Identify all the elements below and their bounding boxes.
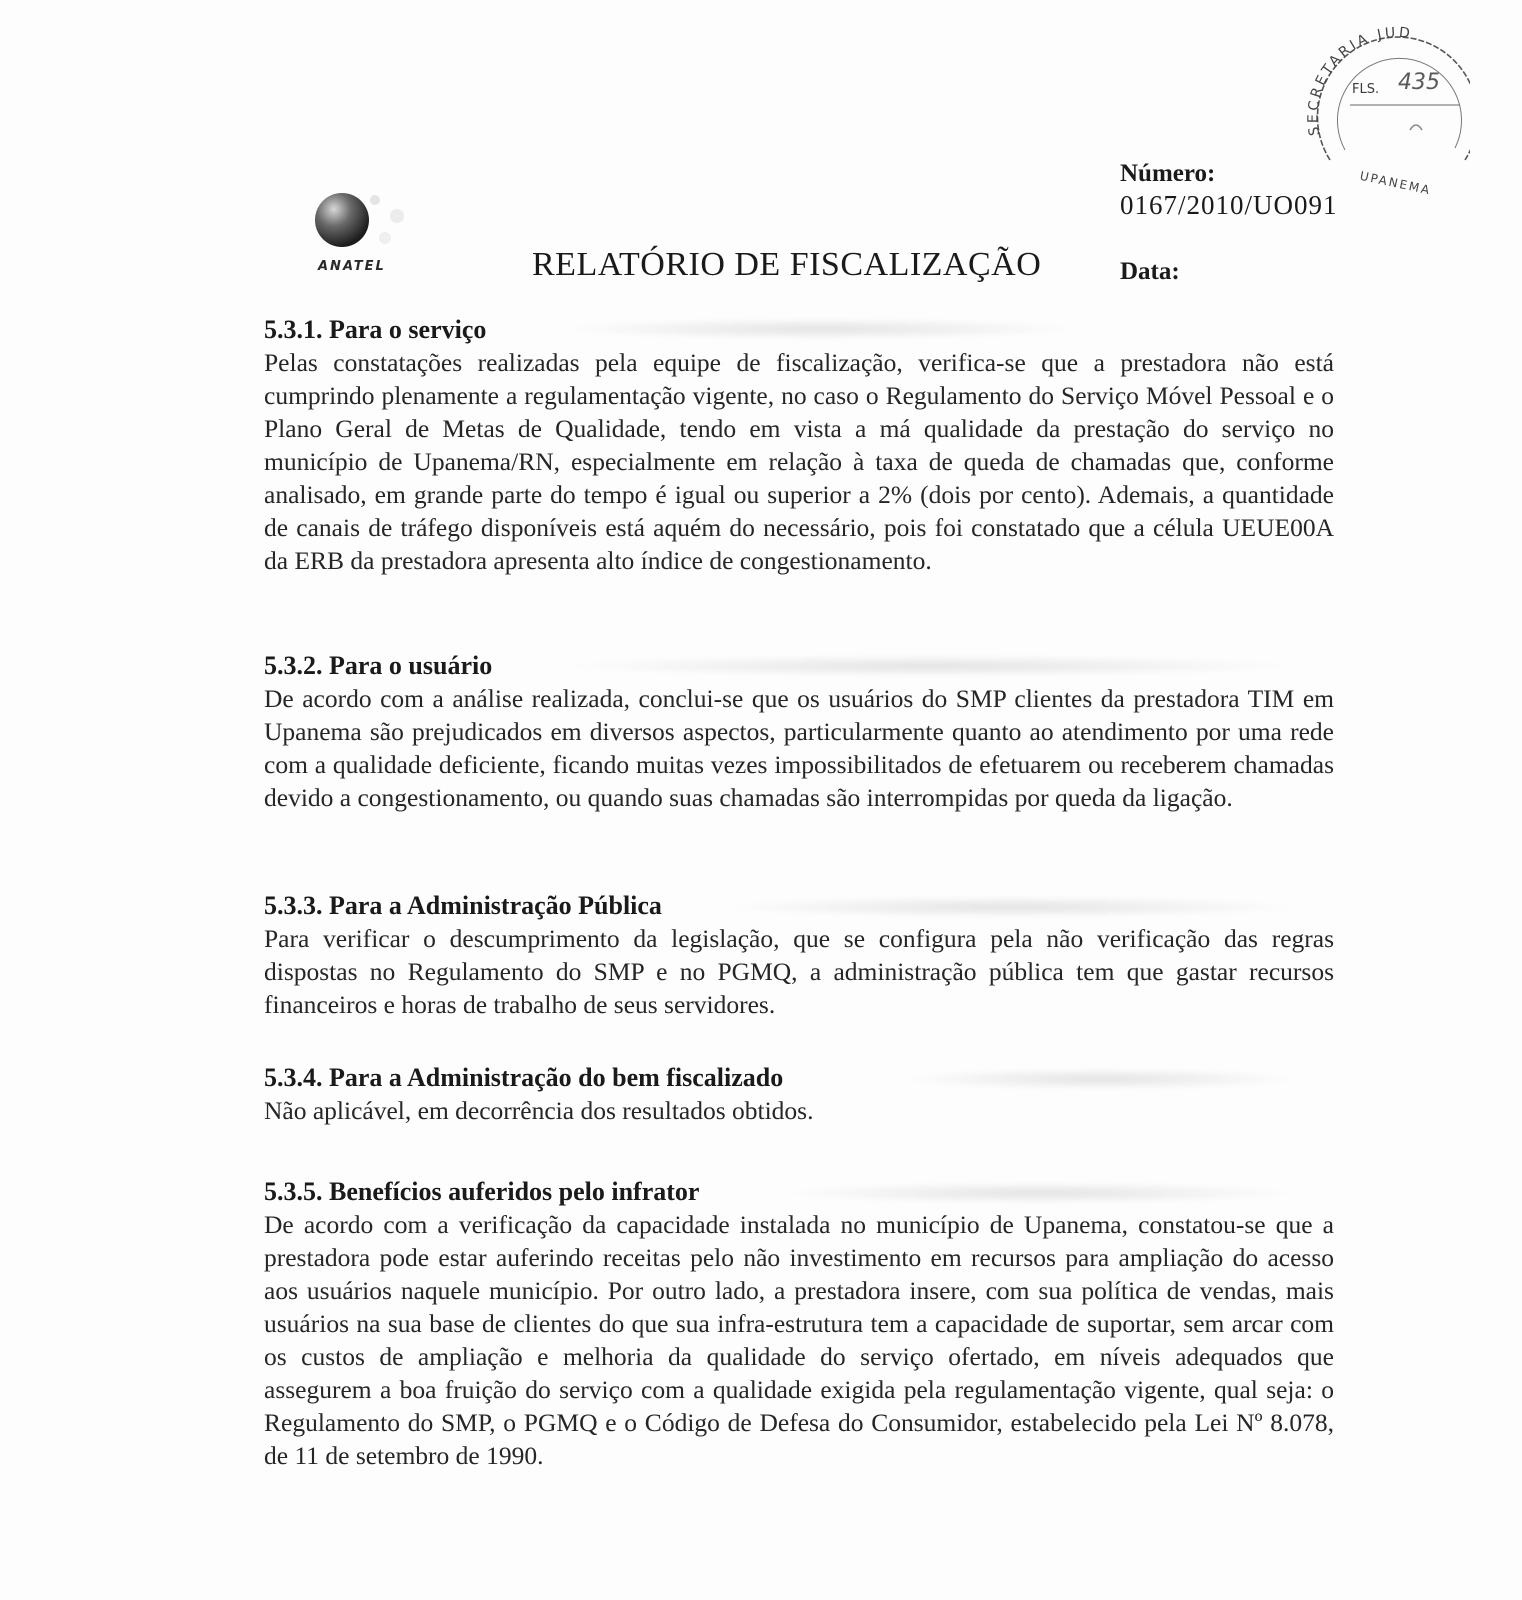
- section-heading: 5.3.2. Para o usuário: [264, 651, 493, 680]
- numero-label: Número:: [1120, 160, 1216, 187]
- section-heading: 5.3.1. Para o serviço: [264, 315, 487, 344]
- section-para-o-servico: [264, 314, 1334, 577]
- svg-text:UPANEMA: UPANEMA: [1358, 168, 1433, 198]
- section-heading: 5.3.5. Benefícios auferidos pelo infrator: [264, 1177, 700, 1206]
- stamp-fls-label: FLS.: [1352, 82, 1380, 97]
- section-body: Para verificar o descumprimento da legislação, que se configura pela não verificação das regras dispostas no Regulamento do SMP e no PGMQ, a administração pública tem que gastar recursos financeiros e horas de trabalho de seus servidores.: [264, 924, 1334, 1019]
- section-heading: 5.3.3. Para a Administração Pública: [264, 891, 662, 920]
- section-body: De acordo com a verificação da capacidade instalada no município de Upanema, constatou-se que a prestadora pode estar auferindo receitas pelo não investimento em recursos para ampliação do acesso aos usuários naquele município. Por outro lado, a prestadora insere, com sua política de vendas, mais usuários na sua base de clientes do que sua infra-estrutura tem a capacidade de suportar, sem arcar com os custos de ampliação e melhoria da qualidade do serviço ofertado, em níveis adequados que assegurem a boa fruição do serviço com a qualidade exigida pela regulamentação vigente, qual seja: o Regulamento do SMP, o PGMQ e o Código de Defesa do Consumidor, estabelecido pela Lei Nº 8.078, de 11 de setembro de 1990.: [264, 1210, 1334, 1470]
- section-administracao-publica: [264, 890, 1334, 1021]
- section-administracao-bem-fiscalizado: [264, 1062, 1334, 1127]
- section-beneficios-infrator: [264, 1176, 1334, 1472]
- section-body: Pelas constatações realizadas pela equipe de fiscalização, verifica-se que a prestadora não está cumprindo plenamente a regulamentação vigente, no caso o Regulamento do Serviço Móvel Pessoal e o Plano Geral de Metas de Qualidade, tendo em vista a má qualidade da prestação do serviço no município de Upanema/RN, especialmente em relação à taxa de queda de chamadas que, conforme analisado, em grande parte do tempo é igual ou superior a 2% (dois por cento). Ademais, a quantidade de canais de tráfego disponíveis está aquém do necessário, pois foi constatado que a célula UEUE00A da ERB da prestadora apresenta alto índice de congestionamento.: [264, 348, 1334, 575]
- stamp-page-number: 435: [1398, 70, 1440, 95]
- data-label: Data:: [1120, 258, 1180, 285]
- court-stamp-icon: [1300, 10, 1470, 200]
- section-body: De acordo com a análise realizada, conclui-se que os usuários do SMP clientes da prestadora TIM em Upanema são prejudicados em diversos aspectos, particularmente quanto ao atendimento por uma rede com a qualidade deficiente, ficando muitas vezes impossibilitados de efetuarem ou receberem chamadas devido a congestionamento, ou quando suas chamadas são interrompidas por queda da ligação.: [264, 684, 1334, 812]
- page-title: RELATÓRIO DE FISCALIZAÇÃO: [532, 246, 1042, 283]
- logo-wordmark: ANATEL: [318, 259, 386, 274]
- section-body: Não aplicável, em decorrência dos resultados obtidos.: [264, 1096, 814, 1125]
- section-para-o-usuario: [264, 650, 1334, 814]
- section-heading: 5.3.4. Para a Administração do bem fiscalizado: [264, 1063, 784, 1092]
- svg-text:SECRETARIA JUD: SECRETARIA JUD: [1305, 24, 1414, 137]
- numero-value: 0167/2010/UO091: [1120, 190, 1338, 220]
